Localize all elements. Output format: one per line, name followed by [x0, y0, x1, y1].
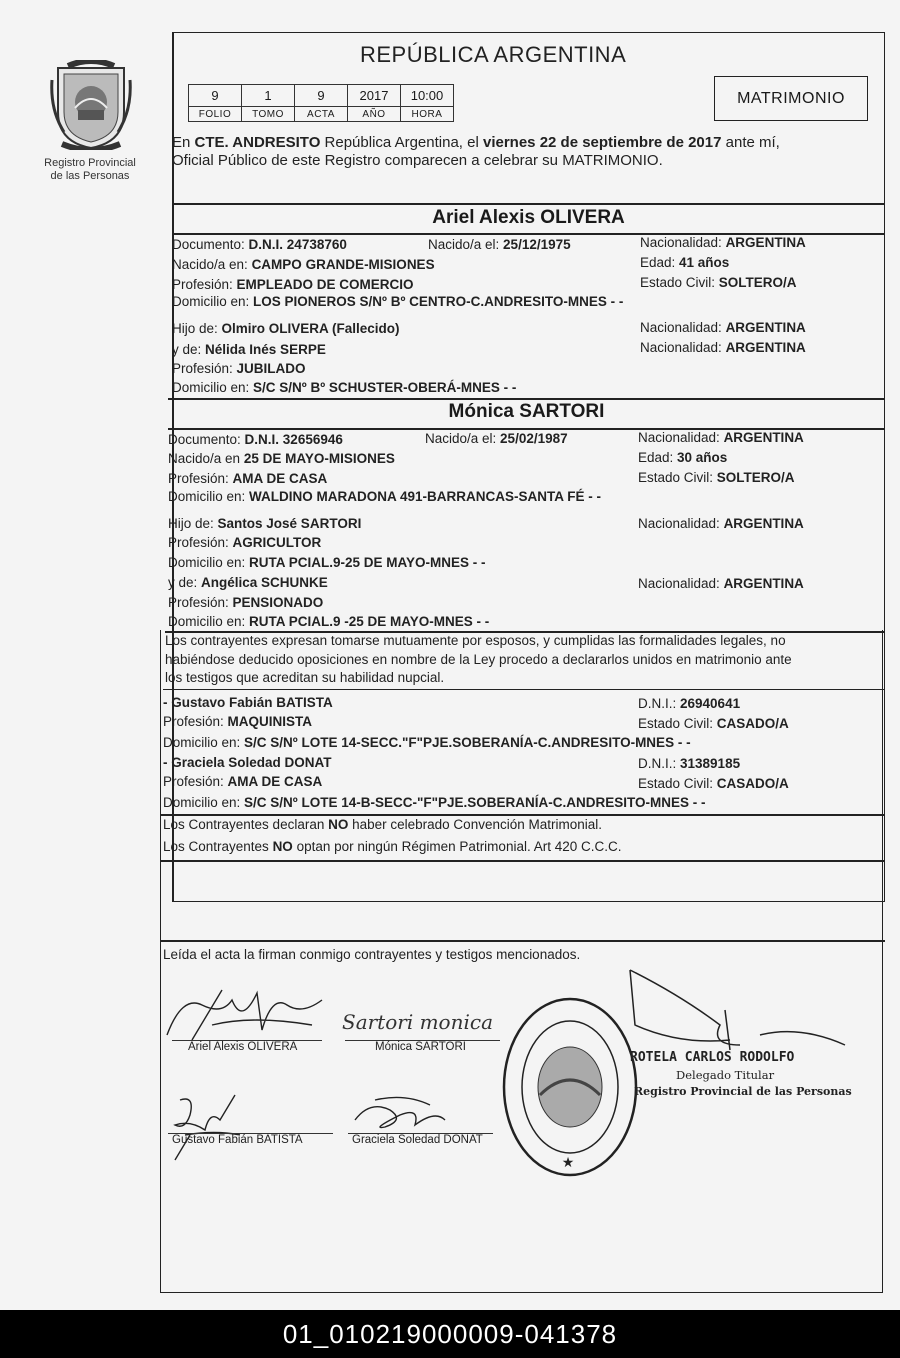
year-value: 2017	[348, 85, 401, 107]
spouse1-prof	[172, 277, 414, 292]
field-label: Nacionalidad:	[640, 320, 726, 335]
spouse2-mother-addr	[168, 614, 489, 629]
intro-line1	[172, 134, 780, 151]
field-label: Hijo de:	[168, 516, 218, 531]
field-value: - Gustavo Fabián BATISTA	[163, 695, 333, 710]
field-value: CAMPO GRANDE-MISIONES	[251, 257, 435, 272]
folio-value: 9	[189, 85, 242, 107]
witness1-civil	[638, 716, 789, 731]
witness2-name	[163, 755, 332, 770]
spouse2-mother-nat	[638, 576, 804, 591]
field-label: Profesión:	[163, 714, 228, 729]
field-label: Profesión:	[172, 361, 237, 376]
official-role: Delegado Titular	[676, 1068, 775, 1082]
field-label: Hijo de:	[172, 321, 222, 336]
spouse1-name: Ariel Alexis OLIVERA	[432, 207, 625, 228]
field-value: PENSIONADO	[232, 595, 324, 610]
field-label: Estado Civil:	[638, 776, 717, 791]
spouse2-nat	[638, 430, 804, 445]
spouse1-addr	[172, 294, 623, 309]
tomo-value: 1	[242, 85, 295, 107]
spouse1-father	[172, 321, 400, 336]
field-value: AMA DE CASA	[227, 774, 323, 789]
regime-text: haber celebrado Convención Matrimonial.	[348, 817, 602, 832]
field-label: Edad:	[640, 255, 680, 270]
regime-line1	[163, 817, 602, 832]
spouse2-civil	[638, 470, 795, 485]
regime-text: optan por ningún Régimen Patrimonial. Art 420 C.C.C.	[292, 839, 622, 854]
spouse1-age	[640, 255, 729, 270]
field-label: Estado Civil:	[638, 716, 717, 731]
field-label: Profesión:	[163, 774, 228, 789]
acta-value: 9	[295, 85, 348, 107]
spouse2-mother-prof	[168, 595, 323, 610]
field-value: - Graciela Soledad DONAT	[163, 755, 332, 770]
spouse2-mother	[168, 575, 328, 590]
svg-text:★: ★	[561, 1154, 575, 1170]
field-value: Nélida Inés SERPE	[205, 342, 326, 357]
spouse2-born	[425, 431, 568, 446]
handwritten-signature: Sartori monica	[342, 1010, 493, 1034]
spouse2-place	[168, 451, 395, 466]
tomo-label: TOMO	[242, 107, 295, 122]
official-name: ROTELA CARLOS RODOLFO	[630, 1050, 795, 1065]
field-value: LOS PIONEROS S/Nº Bº CENTRO-C.ANDRESITO-MNES - -	[253, 294, 624, 309]
field-label: Nacido/a en:	[172, 257, 252, 272]
witness1-dni	[638, 696, 740, 711]
regime-emphasis: NO	[272, 839, 293, 854]
field-value: 31389185	[680, 756, 741, 771]
hour-value: 10:00	[401, 85, 454, 107]
divider	[163, 689, 885, 690]
intro-text: ante mí,	[721, 134, 780, 151]
field-label: Nacionalidad:	[638, 516, 724, 531]
field-value: RUTA PCIAL.9 -25 DE MAYO-MNES - -	[249, 614, 490, 629]
registry-label-line1: Registro Provincial	[44, 157, 136, 169]
field-value: S/C S/Nº LOTE 14-SECC."F"PJE.SOBERANÍA-C.ANDRESITO-MNES - -	[244, 735, 691, 750]
field-value: ARGENTINA	[723, 516, 804, 531]
registry-label-line2: de las Personas	[50, 170, 130, 182]
page-title: REPÚBLICA ARGENTINA	[360, 42, 627, 67]
signature-scribble-icon	[162, 985, 332, 1045]
signature-scribble-icon	[165, 1090, 245, 1165]
signature-name-4: Graciela Soledad DONAT	[352, 1134, 483, 1146]
field-label: Edad:	[638, 450, 678, 465]
spouse2-father	[168, 516, 361, 531]
field-label: Documento:	[172, 237, 249, 252]
divider	[172, 203, 885, 205]
spouse1-mother-nat	[640, 340, 806, 355]
year-label: AÑO	[348, 107, 401, 122]
signature-name-1: Ariel Alexis OLIVERA	[188, 1041, 298, 1053]
declaration-line1: Los contrayentes expresan tomarse mutuamente por esposos, y cumplidas las formalidades legales, no	[165, 633, 786, 648]
acta-label: ACTA	[295, 107, 348, 122]
field-label: Nacionalidad:	[638, 576, 724, 591]
field-value: 25/02/1987	[500, 431, 568, 446]
field-value: 26940641	[680, 696, 741, 711]
divider	[168, 398, 885, 400]
field-value: D.N.I. 32656946	[244, 432, 343, 447]
field-value: Olmiro OLIVERA (Fallecido)	[221, 321, 400, 336]
hour-label: HORA	[401, 107, 454, 122]
field-value: ARGENTINA	[725, 235, 806, 250]
declaration-line3: los testigos que acreditan su habilidad nupcial.	[165, 670, 445, 685]
field-value: CASADO/A	[716, 716, 789, 731]
field-label: Domicilio en:	[163, 735, 245, 750]
divider	[160, 940, 885, 942]
field-value: JUBILADO	[236, 361, 306, 376]
field-label: Estado Civil:	[638, 470, 717, 485]
signature-name-3: Gustavo Fabián BATISTA	[172, 1134, 303, 1146]
intro-text: República Argentina, el	[320, 134, 483, 151]
divider	[160, 814, 885, 816]
act-type-box: MATRIMONIO	[714, 76, 868, 121]
closing-text: Leída el acta la firman conmigo contrayentes y testigos mencionados.	[163, 947, 581, 962]
field-label: D.N.I.:	[638, 756, 681, 771]
field-label: Domicilio en:	[168, 614, 250, 629]
field-value: ARGENTINA	[725, 340, 806, 355]
spouse1-born	[428, 237, 571, 252]
field-value: MAQUINISTA	[227, 714, 313, 729]
folio-label: FOLIO	[189, 107, 242, 122]
spouse1-place	[172, 257, 435, 272]
field-label: Profesión:	[168, 471, 233, 486]
field-label: Nacido/a el:	[428, 237, 504, 252]
field-label: Nacido/a el:	[425, 431, 501, 446]
spouse2-age	[638, 450, 727, 465]
field-value: 25 DE MAYO-MISIONES	[243, 451, 395, 466]
witness1-addr	[163, 735, 691, 750]
intro-line2: Oficial Público de este Registro comparecen a celebrar su MATRIMONIO.	[172, 152, 663, 169]
spouse2-father-prof	[168, 535, 321, 550]
spouse1-civil	[640, 275, 797, 290]
declaration-line2: habiéndose deducido oposiciones en nombre de la Ley procedo a declararlos unidos en matrimonio ante	[165, 652, 792, 667]
spouse1-father-nat	[640, 320, 806, 335]
regime-line2	[163, 839, 622, 854]
field-label: y de:	[168, 575, 202, 590]
field-value: ARGENTINA	[723, 430, 804, 445]
field-value: ARGENTINA	[723, 576, 804, 591]
field-label: Documento:	[168, 432, 245, 447]
document-code: 01_010219000009-041378	[0, 1310, 900, 1358]
field-value: ARGENTINA	[725, 320, 806, 335]
field-label: Domicilio en:	[168, 555, 250, 570]
witness2-prof	[163, 774, 322, 789]
field-label: Profesión:	[172, 277, 237, 292]
intro-place: CTE. ANDRESITO	[194, 134, 321, 151]
field-label: Nacionalidad:	[640, 340, 726, 355]
field-value: Santos José SARTORI	[217, 516, 362, 531]
field-value: 25/12/1975	[503, 237, 571, 252]
field-label: Domicilio en:	[172, 294, 254, 309]
spouse2-name: Mónica SARTORI	[448, 401, 605, 422]
field-label: Profesión:	[168, 595, 233, 610]
field-label: Domicilio en:	[168, 489, 250, 504]
field-label: Profesión:	[168, 535, 233, 550]
field-value: RUTA PCIAL.9-25 DE MAYO-MNES - -	[249, 555, 486, 570]
regime-text: Los Contrayentes	[163, 839, 273, 854]
divider	[160, 860, 885, 862]
spouse2-addr	[168, 489, 601, 504]
spouse1-nat	[640, 235, 806, 250]
field-label: Estado Civil:	[640, 275, 719, 290]
spouse2-prof	[168, 471, 327, 486]
act-meta-table	[188, 84, 454, 122]
spouse2-father-nat	[638, 516, 804, 531]
field-value: WALDINO MARADONA 491-BARRANCAS-SANTA FÉ - -	[249, 489, 602, 504]
intro-text: En	[172, 134, 195, 151]
official-signature-icon	[620, 965, 850, 1060]
field-label: Nacionalidad:	[638, 430, 724, 445]
field-value: 30 años	[677, 450, 728, 465]
field-label: Nacionalidad:	[640, 235, 726, 250]
spouse1-mother	[172, 342, 326, 357]
spouse2-doc	[168, 432, 343, 447]
field-value: AGRICULTOR	[232, 535, 322, 550]
province-seal-icon	[48, 60, 134, 150]
field-value: SOLTERO/A	[716, 470, 795, 485]
witness2-civil	[638, 776, 789, 791]
spouse2-father-addr	[168, 555, 486, 570]
field-value: AMA DE CASA	[232, 471, 328, 486]
spouse1-parent-addr	[172, 380, 516, 395]
official-org: Registro Provincial de las Personas	[634, 1085, 852, 1098]
field-label: Domicilio en:	[172, 380, 254, 395]
regime-emphasis: NO	[328, 817, 349, 832]
witness1-prof	[163, 714, 312, 729]
field-value: 41 años	[679, 255, 730, 270]
spouse1-doc	[172, 237, 347, 252]
witness2-addr	[163, 795, 706, 810]
signature-name-2: Mónica SARTORI	[375, 1041, 466, 1053]
witness1-name	[163, 695, 333, 710]
field-value: Angélica SCHUNKE	[201, 575, 328, 590]
field-value: CASADO/A	[716, 776, 789, 791]
field-value: D.N.I. 24738760	[248, 237, 347, 252]
regime-text: Los Contrayentes declaran	[163, 817, 329, 832]
spouse1-parent-prof	[172, 361, 306, 376]
field-value: S/C S/Nº Bº SCHUSTER-OBERÁ-MNES - -	[253, 380, 517, 395]
field-label: y de:	[172, 342, 206, 357]
field-label: Domicilio en:	[163, 795, 245, 810]
delegation-stamp-icon	[500, 995, 640, 1180]
field-value: S/C S/Nº LOTE 14-B-SECC-"F"PJE.SOBERANÍA-C.ANDRESITO-MNES - -	[244, 795, 706, 810]
field-value: EMPLEADO DE COMERCIO	[236, 277, 414, 292]
field-label: D.N.I.:	[638, 696, 681, 711]
witness2-dni	[638, 756, 740, 771]
field-value: SOLTERO/A	[718, 275, 797, 290]
registry-label	[20, 157, 160, 183]
intro-date: viernes 22 de septiembre de 2017	[482, 134, 722, 151]
field-label: Nacido/a en	[168, 451, 244, 466]
